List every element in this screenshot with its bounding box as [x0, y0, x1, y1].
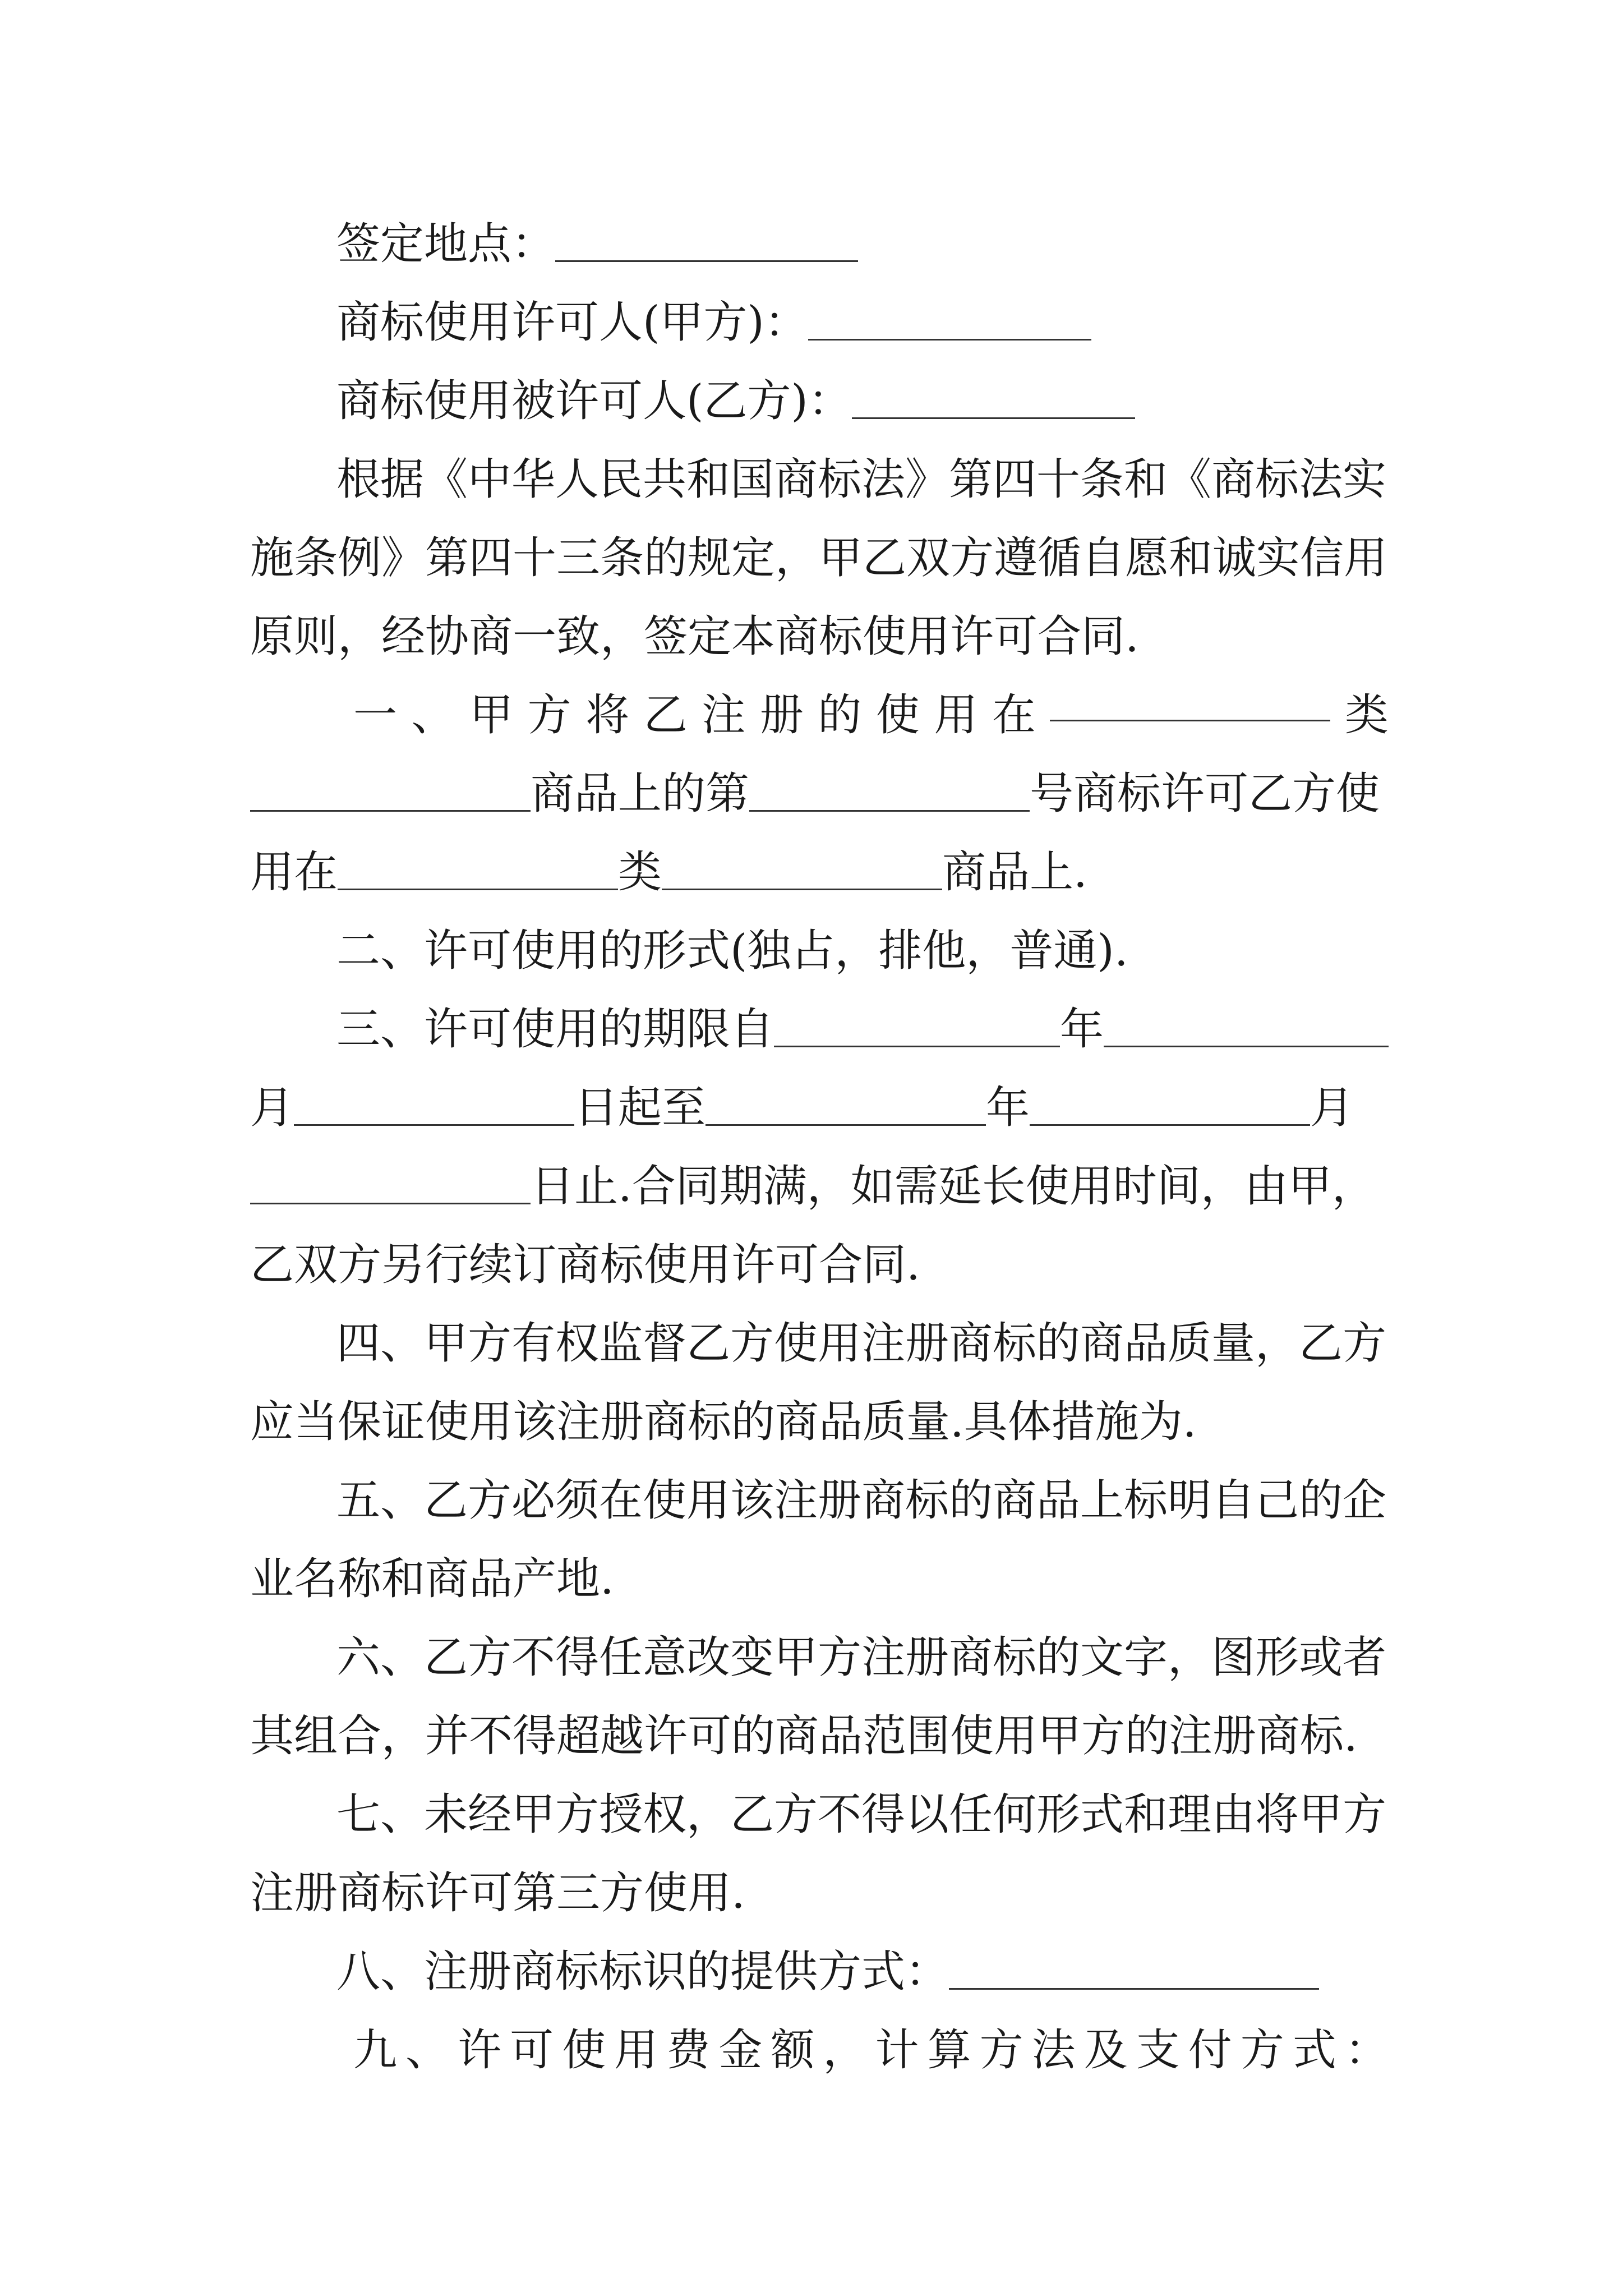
clause1-char: 使	[875, 690, 920, 740]
clause9-char: 方	[1240, 2025, 1284, 2076]
clause2-line: 二、许可使用的形式(独占，排他，普通).	[336, 926, 1128, 976]
class-number-blank	[1050, 676, 1330, 721]
clause9-char: 付	[1188, 2025, 1232, 2076]
registration-number-blank	[749, 766, 1030, 812]
clause1-char: 用	[934, 690, 978, 740]
start-month-blank	[1104, 1002, 1389, 1047]
clause3-text: 三、许可使用的期限自	[336, 1004, 774, 1055]
clause1-text: 号商标许可乙方使	[1030, 769, 1380, 819]
clause1-char: 的	[818, 690, 862, 740]
clause1-char: 在	[992, 690, 1036, 740]
clause9-char: 金	[718, 2025, 763, 2076]
clause3-text: 月	[1310, 1083, 1354, 1133]
goods-blank	[250, 766, 531, 812]
clause5-line-2: 业名称和商品产地.	[250, 1554, 614, 1604]
clause4-line-1: 四、甲方有权监督乙方使用注册商标的商品质量，乙方	[336, 1318, 1387, 1369]
clause3-text: 年	[1060, 1004, 1104, 1055]
clause3-line-4: 乙双方另行续订商标使用许可合同.	[250, 1240, 920, 1290]
licensed-goods-blank	[662, 845, 942, 890]
licensor-label: 商标使用许可人(甲方)：	[336, 297, 808, 348]
clause9-char: 许	[458, 2025, 502, 2076]
clause7-line-2: 注册商标许可第三方使用.	[250, 1868, 745, 1918]
clause8-line	[336, 1932, 1389, 2011]
sign-place-line	[336, 205, 1389, 283]
clause1-char: 甲	[469, 690, 514, 740]
clause8-label: 八、注册商标标识的提供方式：	[336, 1947, 949, 1997]
clause3-text: 月	[250, 1083, 294, 1133]
licensee-line	[336, 362, 1389, 440]
clause3-text: 年	[986, 1083, 1030, 1133]
clause9-char: ，	[823, 2025, 867, 2076]
clause9-line	[353, 2011, 1389, 2090]
clause4-line-2: 应当保证使用该注册商标的商品质量.具体措施为.	[250, 1397, 1197, 1447]
clause3-line-2	[250, 1069, 1389, 1147]
clause9-char: 支	[1136, 2025, 1180, 2076]
clause3-line-3	[250, 1147, 1389, 1226]
clause3-text: 日止.合同期满，如需延长使用时间，由甲，	[531, 1161, 1376, 1212]
clause5-line-1: 五、乙方必须在使用该注册商标的商品上标明自己的企	[336, 1475, 1387, 1526]
clause9-char: 九	[353, 2025, 398, 2076]
clause1-char: 类	[1344, 690, 1389, 740]
start-year-blank	[774, 1002, 1060, 1047]
clause1-text: 商品上.	[942, 847, 1087, 898]
clause1-char: 注	[702, 690, 746, 740]
clause6-line-2: 其组合，并不得超越许可的商品范围使用甲方的注册商标.	[250, 1711, 1358, 1761]
clause1-text: 用在	[250, 847, 338, 898]
clause9-char: 使	[562, 2025, 606, 2076]
clause9-char: 式	[1292, 2025, 1336, 2076]
clause9-char: 额	[771, 2025, 815, 2076]
clause9-char: 可	[510, 2025, 554, 2076]
start-day-blank	[294, 1080, 574, 1126]
clause6-line-1: 六、乙方不得任意改变甲方注册商标的文字，图形或者	[336, 1632, 1387, 1683]
clause1-line-1	[353, 676, 1389, 754]
preamble-line-3: 原则，经协商一致，签定本商标使用许可合同.	[250, 611, 1139, 662]
clause9-char: 用	[614, 2025, 658, 2076]
clause1-char: 一	[353, 690, 398, 740]
logo-supply-blank	[949, 1944, 1319, 1990]
sign-place-blank	[555, 217, 858, 262]
sign-place-label: 签定地点：	[336, 219, 556, 269]
clause9-char: 算	[927, 2025, 971, 2076]
clause1-char: 、	[411, 690, 455, 740]
clause3-line-1	[336, 990, 1389, 1069]
clause1-char: 将	[585, 690, 630, 740]
clause9-char: ：	[1344, 2025, 1389, 2076]
clause1-text: 商品上的第	[531, 769, 750, 819]
licensor-blank	[808, 295, 1091, 341]
clause9-char: 计	[875, 2025, 919, 2076]
preamble-line-2: 施条例》第四十三条的规定，甲乙双方遵循自愿和诚实信用	[250, 533, 1388, 583]
licensee-label: 商标使用被许可人(乙方)：	[336, 376, 852, 426]
clause9-char: 法	[1031, 2025, 1076, 2076]
clause1-char: 乙	[643, 690, 688, 740]
clause1-char: 册	[759, 690, 804, 740]
clause1-line-2	[250, 754, 1389, 833]
clause1-line-3	[250, 833, 1389, 912]
clause1-text: 类	[618, 847, 662, 898]
end-year-blank	[706, 1080, 986, 1126]
licensee-blank	[852, 374, 1135, 419]
clause9-char: 、	[405, 2025, 450, 2076]
licensed-class-blank	[338, 845, 618, 890]
clause1-char: 方	[527, 690, 571, 740]
clause3-text: 日起至	[574, 1083, 706, 1133]
end-month-blank	[1030, 1080, 1310, 1126]
licensor-line	[336, 283, 1389, 362]
end-day-blank	[250, 1159, 531, 1204]
clause9-char: 方	[979, 2025, 1023, 2076]
preamble-line-1: 根据《中华人民共和国商标法》第四十条和《商标法实	[336, 454, 1387, 505]
clause7-line-1: 七、未经甲方授权，乙方不得以任何形式和理由将甲方	[336, 1789, 1387, 1840]
clause9-char: 及	[1083, 2025, 1128, 2076]
clause9-char: 费	[666, 2025, 711, 2076]
